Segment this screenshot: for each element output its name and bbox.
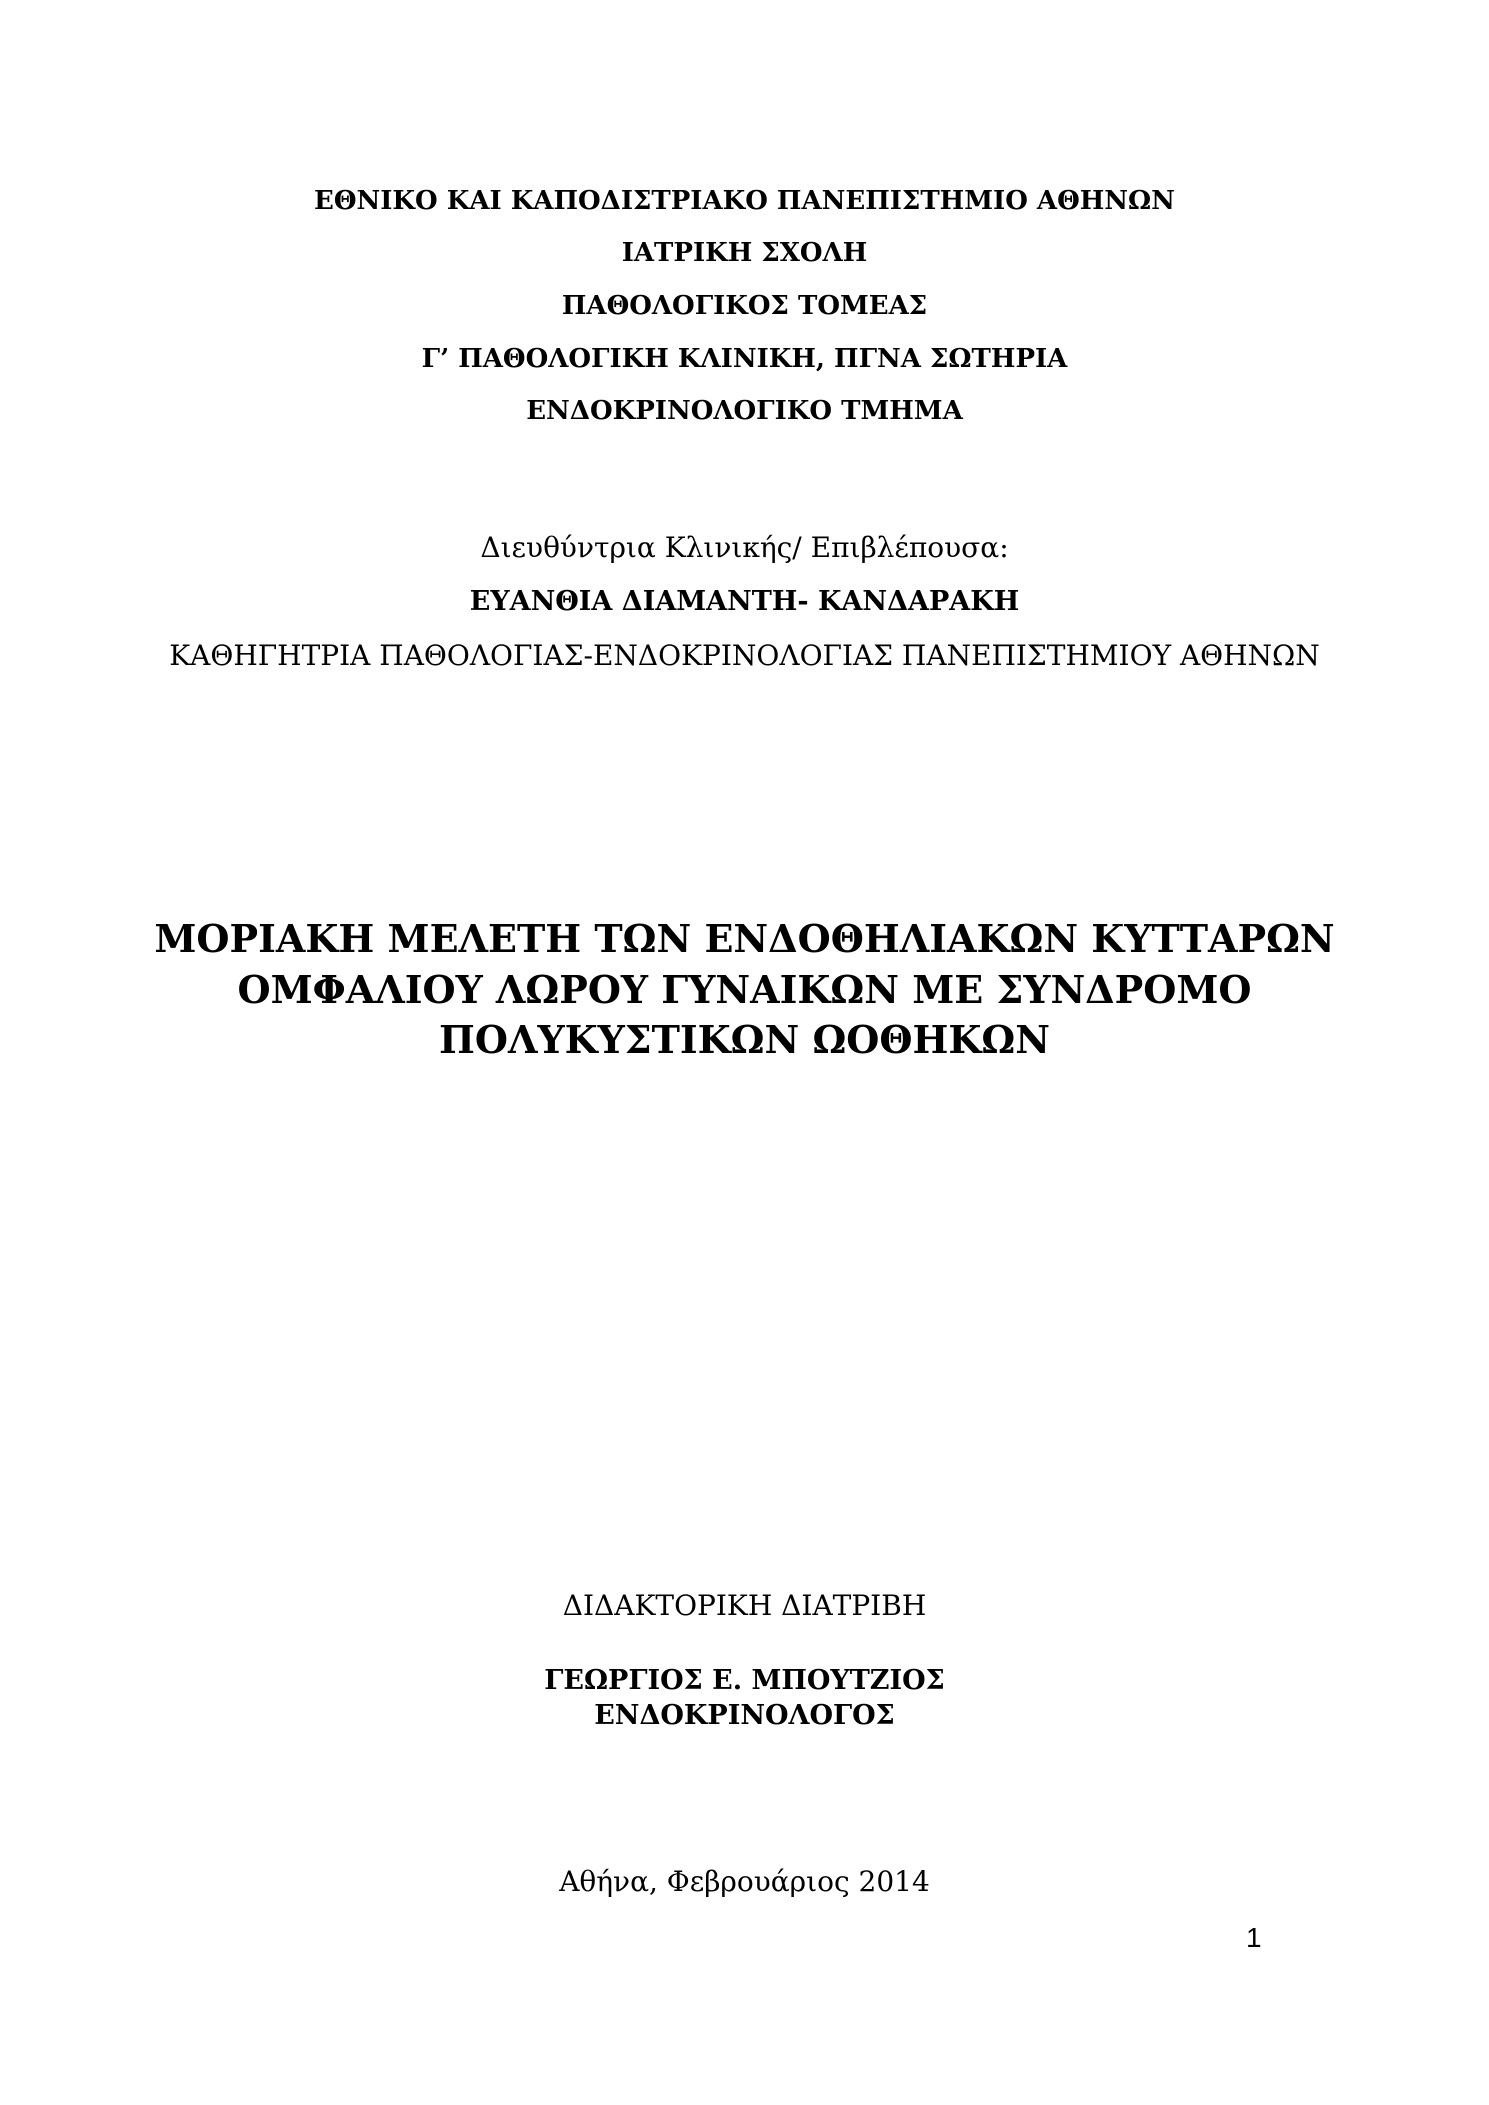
thesis-title-line-2: ΟΜΦΑΛΙΟΥ ΛΩΡΟΥ ΓΥΝΑΙΚΩΝ ΜΕ ΣΥΝΔΡΟΜΟ — [237, 967, 1252, 1012]
supervisor-role: Διευθύντρια Κλινικής/ Επιβλέπουσα: — [480, 531, 1009, 564]
supervisor-position: ΚΑΘΗΓΗΤΡΙΑ ΠΑΘΟΛΟΓΙΑΣ-ΕΝΔΟΚΡΙΝΟΛΟΓΙΑΣ ΠΑΝΕΠΙΣΤΗΜΙΟΥ ΑΘΗΝΩΝ — [169, 639, 1320, 672]
supervisor-name: ΕΥΑΝΘΙΑ ΔΙΑΜΑΝΤΗ- ΚΑΝΔΑΡΑΚΗ — [469, 586, 1020, 617]
clinic-name: Γ’ ΠΑΘΟΛΟΓΙΚΗ ΚΛΙΝΙΚΗ, ΠΓΝΑ ΣΩΤΗΡΙΑ — [421, 344, 1068, 374]
thesis-title-line-1: ΜΟΡΙΑΚΗ ΜΕΛΕΤΗ ΤΩΝ ΕΝΔΟΘΗΛΙΑΚΩΝ ΚΥΤΤΑΡΩΝ — [154, 916, 1335, 961]
author-name: ΓΕΩΡΓΙΟΣ Ε. ΜΠΟΥΤΖΙΟΣ — [544, 1665, 945, 1696]
department-name: ΕΝΔΟΚΡΙΝΟΛΟΓΙΚΟ ΤΜΗΜΑ — [526, 396, 963, 426]
sector-name: ΠΑΘΟΛΟΓΙΚΟΣ ΤΟΜΕΑΣ — [561, 291, 928, 321]
page-number: 1 — [1246, 1922, 1262, 1953]
thesis-type: ΔΙΔΑΚΤΟΡΙΚΗ ΔΙΑΤΡΙΒΗ — [562, 1589, 927, 1622]
university-name: ΕΘΝΙΚΟ ΚΑΙ ΚΑΠΟΔΙΣΤΡΙΑΚΟ ΠΑΝΕΠΙΣΤΗΜΙΟ ΑΘΗΝΩΝ — [314, 186, 1175, 216]
place-date: Αθήνα, Φεβρουάριος 2014 — [559, 1865, 930, 1898]
thesis-title-line-3: ΠΟΛΥΚΥΣΤΙΚΩΝ ΩΟΘΗΚΩΝ — [438, 1017, 1050, 1062]
school-name: ΙΑΤΡΙΚΗ ΣΧΟΛΗ — [621, 238, 868, 268]
author-title: ΕΝΔΟΚΡΙΝΟΛΟΓΟΣ — [594, 1700, 895, 1731]
